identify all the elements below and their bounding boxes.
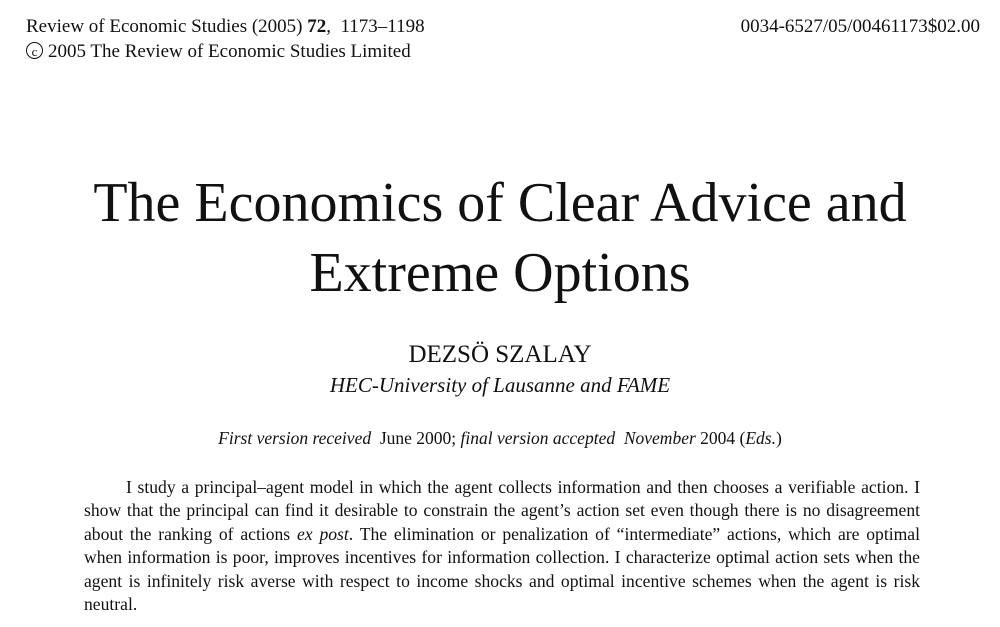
article-title <box>0 168 1000 308</box>
citation-line: Review of Economic Studies (2005) 72, 1173–1198 <box>26 16 425 37</box>
copyright-line <box>26 39 425 64</box>
copyright-icon: c <box>26 42 43 59</box>
journal-header <box>26 14 425 64</box>
eds-label: Eds. <box>745 428 776 448</box>
copyright-text: 2005 The Review of Economic Studies Limited <box>48 41 411 62</box>
first-version-label: First version received <box>218 428 372 448</box>
author-affiliation: HEC-University of Lausanne and FAME <box>329 373 671 397</box>
final-version-year: 2004 <box>700 428 736 448</box>
received-dates <box>0 426 1000 450</box>
abstract-italic: ex post <box>297 523 349 544</box>
eds-close: ) <box>775 428 782 448</box>
article-code: 0034-6527/05/00461173$02.00 <box>740 16 980 37</box>
final-version-month: November <box>623 428 696 448</box>
first-version-month: June <box>379 428 412 448</box>
title-line-2: Extreme Options <box>309 242 691 304</box>
abstract-part-2: . The elimination or penalization of “intermediate” actions, which are optimal when information is poor, improves incentives for information collection. I characterize optimal action sets when the agent is infinitely risk averse with respect to income shocks and optimal incentive schemes when the agent is risk neutral. <box>84 523 921 615</box>
author-name: DEZSÖ SZALAY <box>408 341 592 368</box>
page-range: 1173–1198 <box>340 16 425 37</box>
volume-number: 72 <box>307 16 327 37</box>
journal-name: Review of Economic Studies (2005) <box>26 16 303 37</box>
eds-open: ( <box>739 428 746 448</box>
first-version-year: 2000; <box>416 428 457 448</box>
abstract <box>84 476 920 616</box>
title-line-1: The Economics of Clear Advice and <box>93 172 907 234</box>
abstract-part-1: I study a principal–agent model in which the agent collects information and then chooses a verifiable action. I show that the principal can find it desirable to constrain the agent’s action set even though there is no disagreement about the ranking of actions <box>84 477 920 544</box>
final-version-label: final version accepted <box>460 428 616 448</box>
